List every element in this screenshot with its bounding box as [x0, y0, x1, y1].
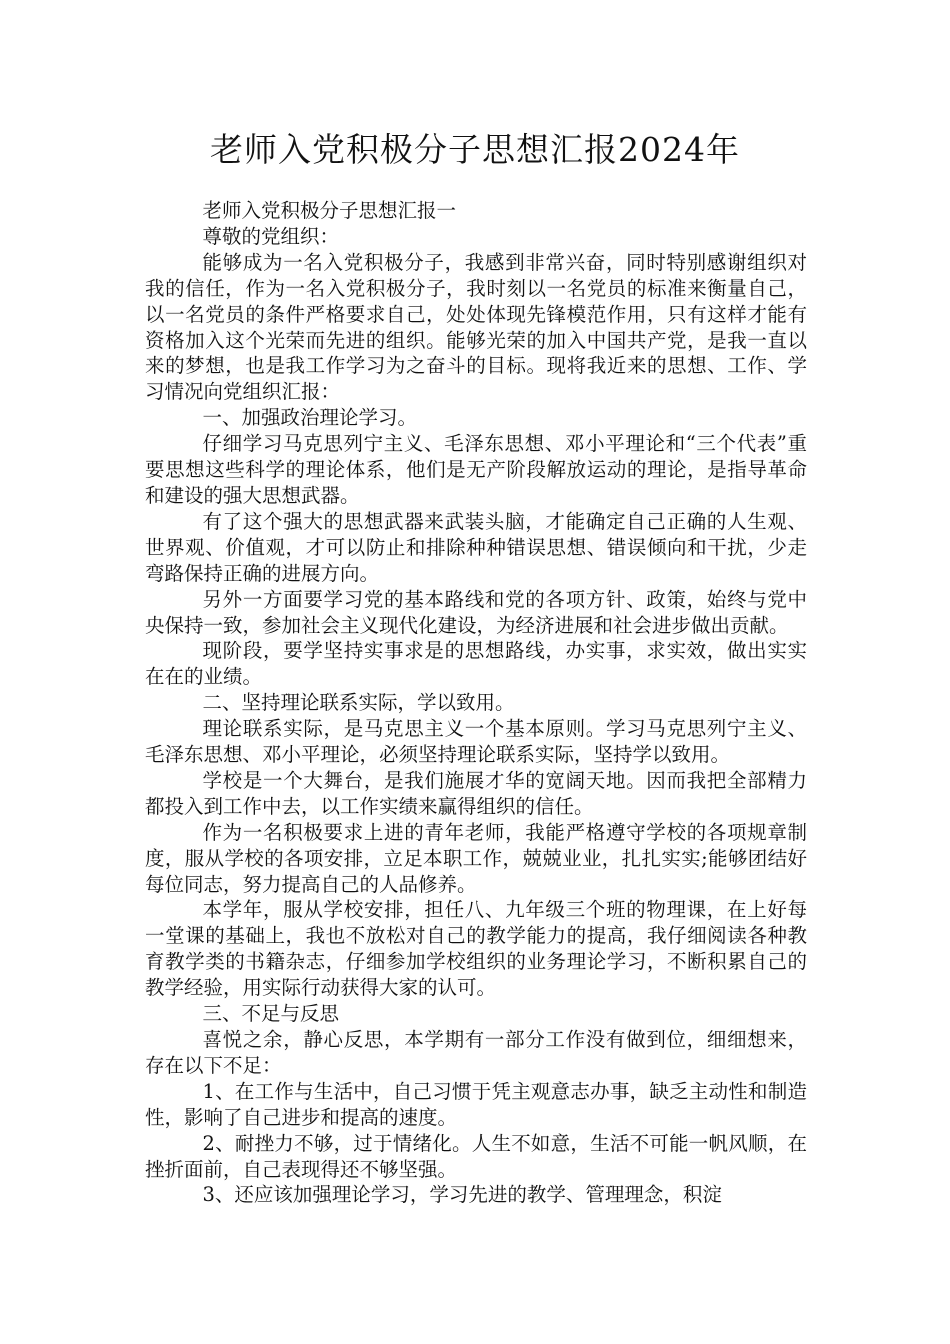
section-heading: 三、不足与反思: [202, 1002, 340, 1026]
paragraph: 另外一方面要学习党的基本路线和党的各项方针、政策，始终与党中央保持一致，参加社会主义现代化建设，为经济进展和社会进步做出贡献。: [145, 587, 807, 637]
paragraph: 喜悦之余，静心反思，本学期有一部分工作没有做到位，细细想来，存在以下不足：: [145, 1028, 807, 1077]
paragraph: 本学年，服从学校安排，担任八、九年级三个班的物理课，在上好每一堂课的基础上，我也不放松对自己的教学能力的提高，我仔细阅读各种教育教学类的书籍杂志，仔细参加学校组织的业务理论学习，不断积累自己的教学经验，用实际行动获得大家的认可。: [145, 898, 807, 1000]
paragraph: 理论联系实际，是马克思主义一个基本原则。学习马克思列宁主义、毛泽东思想、邓小平理论，必须坚持理论联系实际，坚持学以致用。: [145, 717, 807, 767]
list-item: 3、还应该加强理论学习，学习先进的教学、管理理念，积淀: [202, 1183, 722, 1207]
document-title: 老师入党积极分子思想汇报2024年: [210, 130, 740, 169]
paragraph: 作为一名积极要求上进的青年老师，我能严格遵守学校的各项规章制度，服从学校的各项安排，立足本职工作，兢兢业业，扎扎实实;能够团结好每位同志，努力提高自己的人品修养。: [145, 820, 807, 896]
section-heading: 一、加强政治理论学习。: [202, 406, 418, 430]
section-heading: 二、坚持理论联系实际，学以致用。: [202, 691, 515, 715]
list-item: 1、在工作与生活中，自己习惯于凭主观意志办事，缺乏主动性和制造性，影响了自己进步和提高的速度。: [145, 1079, 807, 1129]
paragraph: 仔细学习马克思列宁主义、毛泽东思想、邓小平理论和“三个代表”重要思想这些科学的理论体系，他们是无产阶段解放运动的理论，是指导革命和建设的强大思想武器。: [145, 432, 807, 507]
section-heading: 老师入党积极分子思想汇报一: [202, 199, 457, 222]
document-body: [145, 198, 807, 1208]
paragraph: 现阶段，要学坚持实事求是的思想路线，办实事，求实效，做出实实在在的业绩。: [145, 639, 807, 689]
paragraph: 学校是一个大舞台，是我们施展才华的宽阔天地。因而我把全部精力都投入到工作中去，以工作实绩来赢得组织的信任。: [145, 768, 807, 818]
salutation: 尊敬的党组织：: [202, 224, 340, 248]
paragraph: 有了这个强大的思想武器来武装头脑，才能确定自己正确的人生观、世界观、价值观，才可以防止和排除种种错误思想、错误倾向和干扰，少走弯路保持正确的进展方向。: [145, 509, 807, 585]
list-item: 2、耐挫力不够，过于情绪化。人生不如意，生活不可能一帆风顺，在挫折面前，自己表现得还不够坚强。: [145, 1131, 807, 1181]
paragraph: 能够成为一名入党积极分子，我感到非常兴奋，同时特别感谢组织对我的信任，作为一名入党积极分子，我时刻以一名党员的标准来衡量自己，以一名党员的条件严格要求自己，处处体现先锋模范作用，只有这样才能有资格加入这个光荣而先进的组织。能够光荣的加入中国共产党，是我一直以来的梦想，也是我工作学习为之奋斗的目标。现将我近来的思想、工作、学习情况向党组织汇报：: [145, 250, 807, 404]
